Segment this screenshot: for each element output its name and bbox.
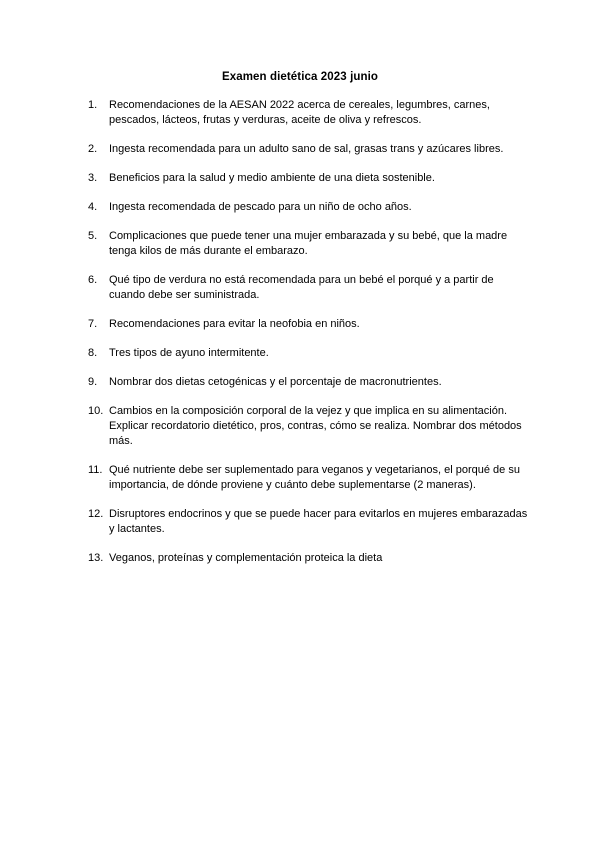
question-item-3 [88, 171, 528, 186]
question-text: Veganos, proteínas y complementación proteica la dieta [109, 552, 383, 564]
question-text: Ingesta recomendada de pescado para un niño de ocho años. [109, 201, 412, 213]
question-item-12 [88, 507, 528, 537]
question-number: 10. [88, 405, 104, 417]
question-item-11 [88, 463, 528, 493]
question-item-6 [88, 273, 528, 303]
question-item-5 [88, 229, 528, 259]
question-text: Tres tipos de ayuno intermitente. [109, 347, 269, 359]
question-text: Qué tipo de verdura no está recomendada para un bebé el porqué y a partir de cuando debe ser suministrada. [109, 274, 494, 301]
question-number: 4. [88, 201, 98, 213]
question-number: 13. [88, 552, 104, 564]
question-item-8 [88, 346, 528, 361]
question-number: 1. [88, 99, 98, 111]
question-text: Nombrar dos dietas cetogénicas y el porcentaje de macronutrientes. [109, 376, 442, 388]
question-number: 7. [88, 318, 98, 330]
question-number: 6. [88, 274, 98, 286]
question-text: Recomendaciones para evitar la neofobia en niños. [109, 318, 360, 330]
question-list [88, 98, 528, 580]
question-number: 12. [88, 508, 104, 520]
question-item-13 [88, 551, 528, 566]
question-text: Qué nutriente debe ser suplementado para veganos y vegetarianos, el porqué de su importancia, de dónde proviene y cuánto debe suplementarse (2 maneras). [109, 464, 520, 491]
question-number: 2. [88, 143, 98, 155]
question-text: Cambios en la composición corporal de la vejez y que implica en su alimentación. Explicar recordatorio dietético, pros, contras, cómo se realiza. Nombrar dos métodos más. [109, 405, 522, 447]
question-number: 8. [88, 347, 98, 359]
question-text: Ingesta recomendada para un adulto sano de sal, grasas trans y azúcares libres. [109, 143, 504, 155]
question-text: Beneficios para la salud y medio ambiente de una dieta sostenible. [109, 172, 435, 184]
question-number: 9. [88, 376, 98, 388]
question-item-9 [88, 375, 528, 390]
question-item-4 [88, 200, 528, 215]
question-item-10 [88, 404, 528, 449]
question-item-7 [88, 317, 528, 332]
question-number: 11. [88, 464, 103, 476]
question-text: Recomendaciones de la AESAN 2022 acerca de cereales, legumbres, carnes, pescados, lácteos, frutas y verduras, aceite de oliva y refrescos. [109, 99, 490, 126]
question-text: Disruptores endocrinos y que se puede hacer para evitarlos en mujeres embarazadas y lactantes. [109, 508, 528, 535]
question-text: Complicaciones que puede tener una mujer embarazada y su bebé, que la madre tenga kilos de más durante el embarazo. [109, 230, 508, 257]
question-number: 5. [88, 230, 98, 242]
question-item-2 [88, 142, 528, 157]
question-item-1 [88, 98, 528, 128]
document-title: Examen dietética 2023 junio [221, 71, 379, 83]
question-number: 3. [88, 172, 98, 184]
